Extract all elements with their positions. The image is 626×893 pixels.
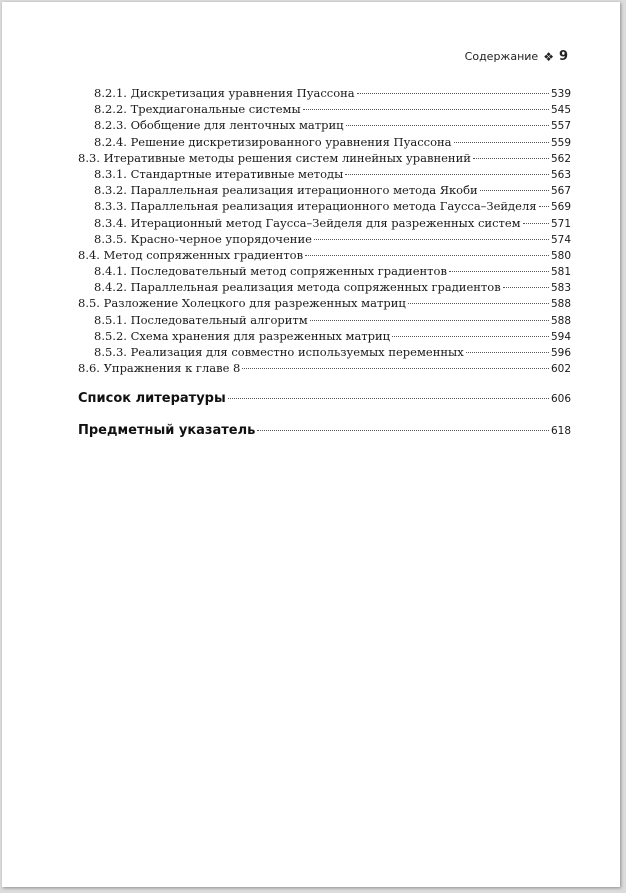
page-number: 9 bbox=[558, 49, 568, 64]
dot-leader bbox=[357, 93, 549, 94]
toc-entry[interactable] bbox=[78, 344, 571, 360]
dot-leader bbox=[346, 125, 549, 126]
dot-leader bbox=[228, 398, 549, 399]
toc-entry-title: 8.5.3. Реализация для совместно используемых переменных bbox=[94, 345, 464, 359]
document-page bbox=[2, 2, 620, 887]
toc-entry-title: 8.2.1. Дискретизация уравнения Пуассона bbox=[94, 86, 355, 100]
toc-entry[interactable] bbox=[78, 215, 571, 231]
back-matter-title: Список литературы bbox=[78, 391, 226, 406]
toc-entry-title: 8.5. Разложение Холецкого для разреженных матриц bbox=[78, 296, 406, 311]
dot-leader bbox=[257, 430, 549, 431]
toc-entry-page: 574 bbox=[550, 233, 571, 246]
dot-leader bbox=[314, 239, 549, 240]
toc-entry[interactable] bbox=[78, 166, 571, 182]
toc-entry-title: 8.3.2. Параллельная реализация итерационного метода Якоби bbox=[94, 183, 478, 198]
toc-entry[interactable] bbox=[78, 263, 571, 279]
toc-entry-title: 8.4.2. Параллельная реализация метода сопряженных градиентов bbox=[94, 280, 501, 295]
dot-leader bbox=[345, 174, 549, 175]
toc-entry[interactable] bbox=[78, 134, 571, 150]
back-matter-entry[interactable] bbox=[78, 422, 571, 440]
table-of-contents bbox=[78, 85, 571, 376]
back-matter-entries bbox=[78, 390, 571, 454]
running-head bbox=[465, 49, 568, 64]
toc-entry-page: 583 bbox=[550, 282, 571, 295]
dot-leader bbox=[449, 271, 549, 272]
dot-leader bbox=[523, 223, 549, 224]
dot-leader bbox=[310, 320, 549, 321]
toc-entry-title: 8.5.2. Схема хранения для разреженных матриц bbox=[94, 328, 391, 343]
toc-entry-page: 562 bbox=[550, 152, 571, 165]
running-head-section: Содержание bbox=[464, 50, 539, 63]
toc-entry[interactable] bbox=[78, 101, 571, 117]
toc-entry-page: 602 bbox=[550, 363, 571, 376]
toc-entry[interactable] bbox=[78, 312, 571, 328]
back-matter-page: 606 bbox=[550, 393, 571, 405]
toc-entry[interactable] bbox=[78, 328, 571, 344]
toc-entry-page: 545 bbox=[550, 104, 571, 117]
toc-entry-title: 8.3. Итеративные методы решения систем линейных уравнений bbox=[78, 150, 471, 165]
toc-entry-title: 8.3.5. Красно-черное упорядочение bbox=[94, 231, 312, 246]
toc-entry[interactable] bbox=[78, 150, 571, 166]
dot-leader bbox=[539, 206, 549, 207]
toc-entry-page: 557 bbox=[550, 120, 571, 133]
toc-entry[interactable] bbox=[78, 279, 571, 295]
toc-entry-title: 8.3.3. Параллельная реализация итерационного метода Гаусса–Зейделя bbox=[94, 199, 537, 214]
toc-entry-page: 539 bbox=[550, 88, 571, 100]
dot-leader bbox=[454, 142, 549, 143]
toc-entry-page: 563 bbox=[550, 168, 571, 181]
dot-leader bbox=[392, 336, 549, 337]
dot-leader bbox=[466, 352, 549, 353]
toc-entry-page: 588 bbox=[550, 298, 571, 311]
toc-entry-title: 8.2.3. Обобщение для ленточных матриц bbox=[94, 118, 344, 133]
toc-entry-page: 559 bbox=[550, 136, 571, 149]
dot-leader bbox=[480, 190, 549, 191]
dot-leader bbox=[305, 255, 549, 256]
toc-entry[interactable] bbox=[78, 117, 571, 133]
dot-leader bbox=[408, 303, 549, 304]
back-matter-page: 618 bbox=[550, 425, 571, 437]
toc-entry-page: 571 bbox=[550, 217, 571, 230]
back-matter-entry[interactable] bbox=[78, 390, 571, 408]
toc-entry-title: 8.3.1. Стандартные итеративные методы bbox=[94, 166, 344, 181]
toc-entry-title: 8.2.2. Трехдиагональные системы bbox=[94, 102, 301, 117]
toc-entry[interactable] bbox=[78, 247, 571, 263]
toc-entry-title: 8.4.1. Последовательный метод сопряженных градиентов bbox=[94, 264, 447, 279]
dot-leader bbox=[303, 109, 549, 110]
toc-entry-page: 569 bbox=[550, 201, 571, 214]
toc-entry-page: 588 bbox=[550, 314, 571, 327]
diamond-ornament-icon: ❖ bbox=[543, 49, 554, 64]
toc-entry-page: 567 bbox=[550, 185, 571, 198]
toc-entry-page: 596 bbox=[550, 347, 571, 359]
toc-entry[interactable] bbox=[78, 198, 571, 214]
toc-entry[interactable] bbox=[78, 231, 571, 247]
toc-entry-title: 8.3.4. Итерационный метод Гаусса–Зейделя для разреженных систем bbox=[94, 215, 521, 230]
toc-entry-title: 8.2.4. Решение дискретизированного уравнения Пуассона bbox=[94, 134, 452, 149]
toc-entry-title: 8.4. Метод сопряженных градиентов bbox=[78, 247, 304, 262]
toc-entry[interactable] bbox=[78, 85, 571, 101]
toc-entry-page: 581 bbox=[550, 266, 571, 279]
dot-leader bbox=[503, 287, 549, 288]
dot-leader bbox=[473, 158, 549, 159]
toc-entry-page: 580 bbox=[550, 249, 571, 262]
toc-entry-title: 8.6. Упражнения к главе 8 bbox=[78, 361, 241, 376]
toc-entry[interactable] bbox=[78, 295, 571, 311]
toc-entry-page: 594 bbox=[550, 330, 571, 343]
dot-leader bbox=[242, 368, 549, 369]
back-matter-title: Предметный указатель bbox=[78, 423, 256, 438]
toc-entry[interactable] bbox=[78, 360, 571, 376]
toc-entry-title: 8.5.1. Последовательный алгоритм bbox=[94, 312, 308, 327]
toc-entry[interactable] bbox=[78, 182, 571, 198]
